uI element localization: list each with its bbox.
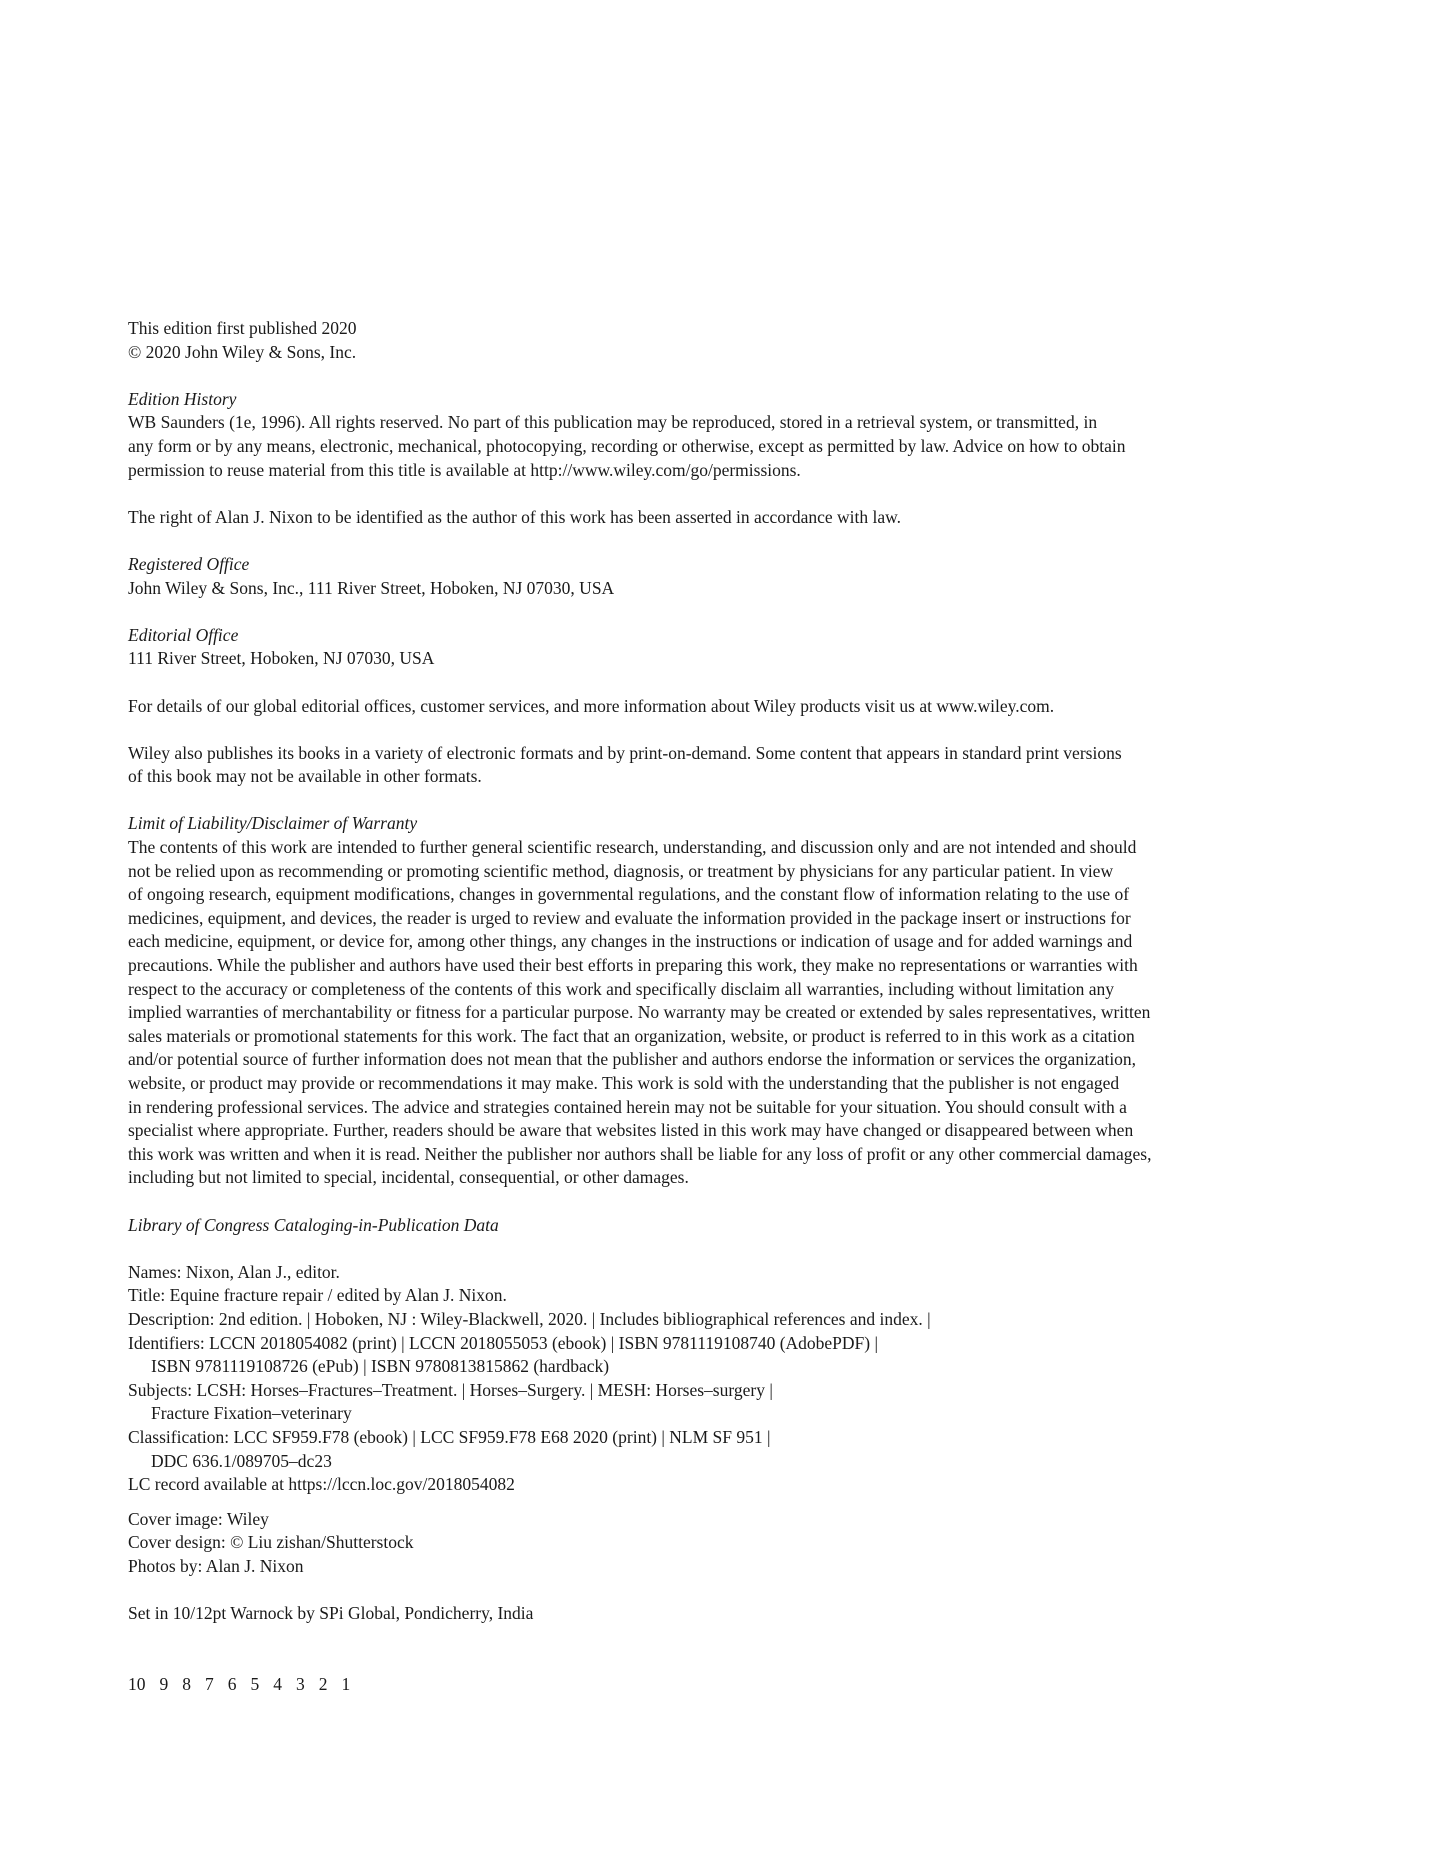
- typesetting-info: [128, 1602, 1278, 1626]
- copyright-page: [128, 317, 1278, 1696]
- liability-line: medicines, equipment, and devices, the reader is urged to review and evaluate the information provided in the package insert or instructions for: [128, 907, 1131, 928]
- editorial-office-heading: Editorial Office: [128, 624, 239, 645]
- printer-key-digit: 4: [273, 1673, 282, 1694]
- cip-subjects-continued: Fracture Fixation–veterinary: [151, 1403, 352, 1424]
- formats-line: of this book may not be available in other formats.: [128, 766, 482, 787]
- liability-line: this work was written and when it is read. Neither the publisher nor authors shall be liable for any loss of profit or any other commercial damages,: [128, 1143, 1152, 1164]
- credits: [128, 1508, 1278, 1579]
- edition-history-line: any form or by any means, electronic, mechanical, photocopying, recording or otherwise, except as permitted by law. Advice on how to obtain: [128, 435, 1126, 456]
- liability-line: including but not limited to special, incidental, consequential, or other damages.: [128, 1167, 689, 1188]
- liability-line: precautions. While the publisher and authors have used their best efforts in preparing this work, they make no representations or warranties with: [128, 955, 1138, 976]
- liability-heading: Limit of Liability/Disclaimer of Warranty: [128, 813, 418, 834]
- cip-title: Title: Equine fracture repair / edited by Alan J. Nixon.: [128, 1285, 507, 1306]
- liability-line: each medicine, equipment, or device for, among other things, any changes in the instructions or indication of usage and for added warnings and: [128, 931, 1133, 952]
- cip-data: [128, 1214, 1278, 1497]
- liability-line: of ongoing research, equipment modifications, changes in governmental regulations, and the constant flow of information relating to the use of: [128, 884, 1130, 905]
- liability-line: respect to the accuracy or completeness of the contents of this work and specifically disclaim all warranties, including without limitation any: [128, 978, 1115, 999]
- liability-line: and/or potential source of further information does not mean that the publisher and authors endorse the information or services the organization,: [128, 1049, 1137, 1070]
- printer-key-digit: 7: [205, 1673, 214, 1694]
- liability-line: website, or product may provide or recommendations it may make. This work is sold with the understanding that the publisher is not engaged: [128, 1073, 1120, 1093]
- cip-identifiers: Identifiers: LCCN 2018054082 (print) | LCCN 2018055053 (ebook) | ISBN 9781119108740 (AdobePDF) |: [128, 1332, 878, 1353]
- editorial-office-address: 111 River Street, Hoboken, NJ 07030, USA: [128, 648, 435, 669]
- liability-line: not be relied upon as recommending or promoting scientific method, diagnosis, or treatment by physicians for any particular patient. In view: [128, 860, 1114, 881]
- cip-classification-continued: DDC 636.1/089705–dc23: [151, 1450, 332, 1471]
- editorial-office: [128, 624, 1278, 671]
- edition-history-line: WB Saunders (1e, 1996). All rights reserved. No part of this publication may be reproduced, stored in a retrieval system, or transmitted, in: [128, 412, 1098, 433]
- liability-line: The contents of this work are intended to further general scientific research, understanding, and discussion only and are not intended and should: [128, 837, 1137, 858]
- edition-history-heading: Edition History: [128, 388, 237, 409]
- cip-entries: [128, 1261, 1278, 1497]
- printer-key-digit: 5: [250, 1673, 260, 1694]
- cip-description: Description: 2nd edition. | Hoboken, NJ : Wiley-Blackwell, 2020. | Includes bibliographical references and index. |: [128, 1308, 931, 1329]
- author-rights-text: The right of Alan J. Nixon to be identified as the author of this work has been asserted in accordance with law.: [128, 506, 902, 527]
- registered-office-heading: Registered Office: [128, 553, 250, 574]
- cip-lc-record: LC record available at https://lccn.loc.gov/2018054082: [128, 1474, 515, 1495]
- typesetting-text: Set in 10/12pt Warnock by SPi Global, Pondicherry, India: [128, 1603, 534, 1624]
- printer-key-digit: 2: [318, 1673, 328, 1694]
- cip-names: Names: Nixon, Alan J., editor.: [128, 1261, 340, 1282]
- cip-classification: Classification: LCC SF959.F78 (ebook) | LCC SF959.F78 E68 2020 (print) | NLM SF 951 |: [128, 1426, 771, 1447]
- edition-history-line: permission to reuse material from this title is available at http://www.wiley.com/go/permissions.: [128, 459, 801, 480]
- printer-key-digit: 10: [128, 1673, 146, 1694]
- publication-info: [128, 317, 1278, 364]
- printer-key-digit: 6: [227, 1673, 237, 1694]
- copyright-line: © 2020 John Wiley & Sons, Inc.: [128, 341, 357, 362]
- cip-identifiers-continued: ISBN 9781119108726 (ePub) | ISBN 9780813815862 (hardback): [151, 1356, 610, 1377]
- formats-line: Wiley also publishes its books in a variety of electronic formats and by print-on-demand. Some content that appears in standard print versions: [128, 742, 1122, 763]
- liability-line: in rendering professional services. The advice and strategies contained herein may not be suitable for your situation. You should consult with a: [128, 1096, 1127, 1117]
- cip-heading: Library of Congress Cataloging-in-Publication Data: [128, 1214, 499, 1235]
- global-details: [128, 695, 1278, 719]
- printer-key-digit: 1: [341, 1673, 351, 1694]
- cover-image-credit: Cover image: Wiley: [128, 1508, 269, 1529]
- printer-key-digit: 8: [182, 1673, 191, 1694]
- registered-office: [128, 553, 1278, 600]
- first-published-line: This edition first published 2020: [128, 318, 357, 338]
- registered-office-address: John Wiley & Sons, Inc., 111 River Street, Hoboken, NJ 07030, USA: [128, 577, 615, 598]
- printer-key: [128, 1673, 1278, 1697]
- author-rights: [128, 506, 1278, 530]
- cover-design-credit: Cover design: © Liu zishan/Shutterstock: [128, 1532, 414, 1553]
- global-details-text: For details of our global editorial offices, customer services, and more information about Wiley products visit us at www.wiley.com.: [128, 695, 1055, 716]
- edition-history: [128, 388, 1278, 482]
- printer-key-digit: 3: [296, 1673, 305, 1694]
- cip-subjects: Subjects: LCSH: Horses–Fractures–Treatment. | Horses–Surgery. | MESH: Horses–surgery |: [128, 1379, 773, 1400]
- printer-key-digit: 9: [159, 1673, 169, 1694]
- liability-line: sales materials or promotional statements for this work. The fact that an organization, website, or product is referred to in this work as a citation: [128, 1025, 1135, 1046]
- photos-credit: Photos by: Alan J. Nixon: [128, 1555, 304, 1576]
- liability-line: implied warranties of merchantability or fitness for a particular purpose. No warranty may be created or extended by sales representatives, written: [128, 1002, 1151, 1023]
- liability-line: specialist where appropriate. Further, readers should be aware that websites listed in this work may have changed or disappeared between when: [128, 1120, 1134, 1141]
- liability-disclaimer: [128, 812, 1278, 1190]
- electronic-formats: [128, 742, 1278, 789]
